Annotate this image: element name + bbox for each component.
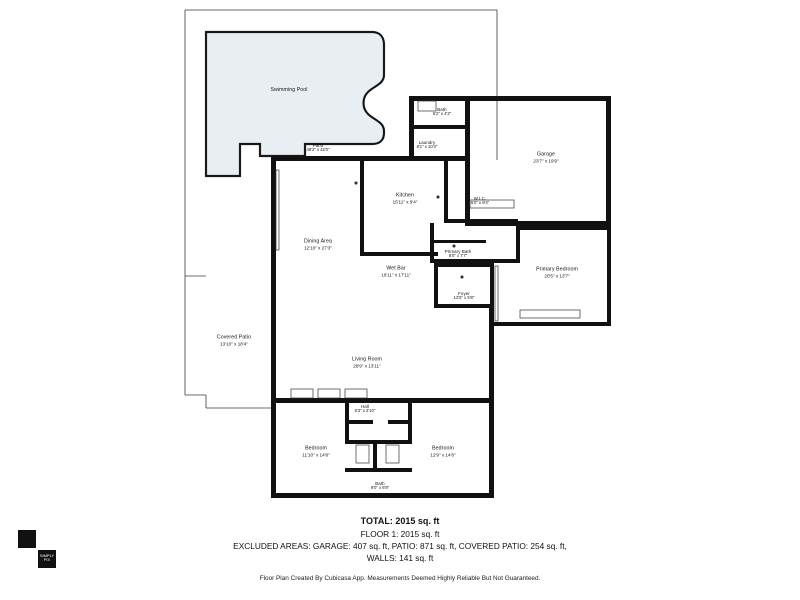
room-name: Wet Bar xyxy=(386,265,406,272)
room-dimensions: 6'3" x 2'10" xyxy=(354,408,376,414)
room-dimensions: 28'9" x 13'11" xyxy=(353,363,381,369)
room-name: Patio xyxy=(312,143,324,149)
summary-floor1: FLOOR 1: 2015 sq. ft xyxy=(360,529,440,540)
room-dimensions: 10'11" x 17'11" xyxy=(381,272,411,278)
room-name: Swimming Pool xyxy=(270,87,308,94)
summary-excluded: EXCLUDED AREAS: GARAGE: 407 sq. ft, PATIO: 871 sq. ft, COVERED PATIO: 254 sq. ft, xyxy=(233,541,567,552)
room-name: Kitchen xyxy=(395,192,415,199)
room-dimensions: 15'11" x 9'4" xyxy=(392,199,418,205)
room-dimensions: 13'10" x 18'4" xyxy=(220,341,248,347)
summary-walls: WALLS: 141 sq. ft xyxy=(366,553,434,564)
room-name: Bedroom xyxy=(305,445,327,452)
room-dimensions: 8'1" x 10'4" xyxy=(416,144,438,150)
room-dimensions: 12'9" x 14'8" xyxy=(430,452,456,458)
room-name: Living Room xyxy=(352,356,382,363)
brand-logo xyxy=(18,530,58,570)
swimming-pool xyxy=(206,32,384,176)
fixtures-and-doors xyxy=(276,101,580,463)
building-walls xyxy=(271,96,611,498)
summary-disclaimer: Floor Plan Created By Cubicasa App. Measurements Deemed Highly Reliable But Not Guaranteed. xyxy=(259,575,541,583)
room-dimensions: 12'10" x 27'3" xyxy=(304,245,332,251)
room-dimensions: 8'0" x 7'7" xyxy=(448,253,468,259)
room-name: Laundry xyxy=(418,140,436,146)
room-name: Bedroom xyxy=(432,445,454,452)
room-dimensions: 48'2" x 42'0" xyxy=(306,147,330,153)
room-dimensions: 11'10" x 14'8" xyxy=(302,452,330,458)
room-name: Dining Area xyxy=(304,238,332,245)
area-summary xyxy=(0,515,800,583)
room-name: Foyer xyxy=(458,291,470,297)
room-dimensions: 20'5" x 13'7" xyxy=(544,273,570,279)
room-name: Primary Bedroom xyxy=(536,266,578,273)
room-dimensions: 5'2" x 4'2" xyxy=(432,111,452,117)
room-name: Garage xyxy=(537,151,555,158)
logo-square-top xyxy=(18,530,36,548)
room-name: W.I.C. xyxy=(473,196,487,202)
room-name: Hall xyxy=(361,404,369,410)
room-name: Covered Patio xyxy=(216,334,252,341)
room-name: Bath xyxy=(437,107,447,113)
room-dimensions: 9'0" x 6'9" xyxy=(370,485,390,491)
room-name: Primary Bath xyxy=(444,249,472,255)
summary-total: TOTAL: 2015 sq. ft xyxy=(360,516,440,526)
room-dimensions: 23'7" x 19'9" xyxy=(533,158,559,164)
room-dimensions: 6'0" x 9'4" xyxy=(470,200,490,206)
room-dimensions: 12'5" x 5'8" xyxy=(453,295,475,301)
logo-text: SIMPLY PIX xyxy=(39,553,55,563)
room-name: Bath xyxy=(375,481,385,487)
